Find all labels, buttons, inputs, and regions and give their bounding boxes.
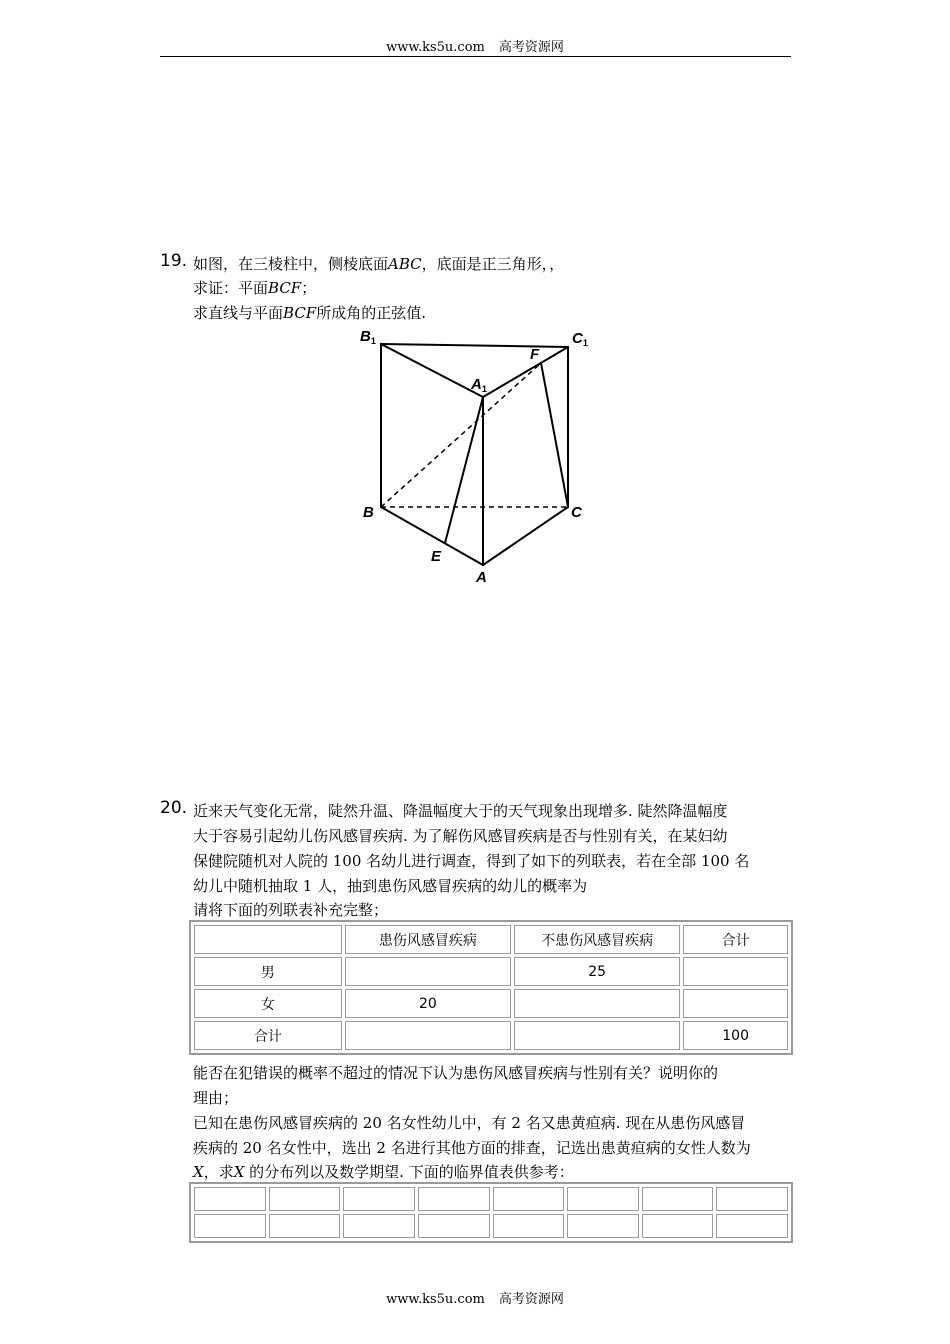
table-cell — [343, 1214, 415, 1238]
table-cell — [418, 1187, 490, 1211]
table-cell — [716, 1187, 788, 1211]
table-cell — [514, 1021, 680, 1050]
table-cell — [345, 957, 511, 986]
footer-brand: 高考资源网 — [498, 1292, 564, 1307]
q20-line: 大于容易引起幼儿伤风感冒疾病. 为了解伤风感冒疾病是否与性别有关，在某妇幼 — [193, 827, 728, 845]
table-cell — [269, 1214, 341, 1238]
table-cell: 合计 — [683, 925, 788, 954]
table-cell — [493, 1214, 565, 1238]
table-cell — [493, 1187, 565, 1211]
table-header-row — [194, 925, 788, 954]
q19-line1: 如图，在三棱柱中，侧棱底面ABC，底面是正三角形，， — [193, 255, 565, 273]
header-brand: 高考资源网 — [498, 40, 564, 55]
label-C1: $C_1$ — [572, 330, 588, 348]
table-row — [194, 1214, 788, 1238]
contingency-table — [189, 920, 793, 1055]
table-cell — [514, 989, 680, 1018]
q20-line: 能否在犯错误的概率不超过的情况下认为患伤风感冒疾病与性别有关？说明你的 — [193, 1064, 719, 1082]
label-C: C — [571, 504, 582, 521]
q19-line2: 求证：平面BCF； — [193, 279, 317, 297]
q20-line: 请将下面的列联表补充完整； — [193, 901, 389, 919]
q20-line: 保健院随机对人院的 100 名幼儿进行调查，得到了如下的列联表，若在全部 100 名 — [193, 852, 750, 870]
q20-line: 近来天气变化无常，陡然升温、降温幅度大于的天气现象出现增多. 陡然降温幅度 — [193, 802, 728, 820]
table-cell — [642, 1187, 714, 1211]
table-cell — [418, 1214, 490, 1238]
prism-figure — [355, 325, 595, 587]
header-rule — [160, 56, 791, 57]
q20-line: 疾病的 20 名女性中，选出 2 名进行其他方面的排查，记选出患黄疸病的女性人数为 — [193, 1139, 751, 1157]
table-cell: 女 — [194, 989, 342, 1018]
table-cell: 不患伤风感冒疾病 — [514, 925, 680, 954]
table-row — [194, 1021, 788, 1050]
table-cell — [567, 1214, 639, 1238]
table-cell: 男 — [194, 957, 342, 986]
q20-line: 已知在患伤风感冒疾病的 20 名女性幼儿中，有 2 名又患黄疸病. 现在从患伤风感冒 — [193, 1114, 746, 1132]
table-cell — [194, 925, 342, 954]
label-F: F — [530, 346, 540, 363]
table-cell — [683, 989, 788, 1018]
table-cell — [642, 1214, 714, 1238]
table-cell — [716, 1214, 788, 1238]
label-E: E — [431, 548, 442, 565]
table-cell: 患伤风感冒疾病 — [345, 925, 511, 954]
table-cell: 100 — [683, 1021, 788, 1050]
table-row — [194, 957, 788, 986]
q20-line: 幼儿中随机抽取 1 人，抽到患伤风感冒疾病的幼儿的概率为 — [193, 877, 588, 895]
q19-line3: 求直线与平面BCF所成角的正弦值. — [193, 304, 426, 322]
table-cell: 25 — [514, 957, 680, 986]
label-B: B — [363, 504, 374, 521]
label-A1: $A_1$ — [471, 376, 487, 394]
table-cell: 合计 — [194, 1021, 342, 1050]
table-cell — [194, 1187, 266, 1211]
table-cell — [194, 1214, 266, 1238]
table-cell — [345, 1021, 511, 1050]
table-row — [194, 989, 788, 1018]
table-cell — [683, 957, 788, 986]
label-B1: $B_1$ — [360, 328, 376, 346]
page-header — [0, 36, 950, 55]
q20-line: 理由； — [193, 1089, 239, 1107]
table-cell — [269, 1187, 341, 1211]
table-cell: 20 — [345, 989, 511, 1018]
table-row — [194, 1187, 788, 1211]
footer-site: www.ks5u.com — [386, 1292, 485, 1307]
q20-number: 20. — [160, 798, 188, 818]
header-site: www.ks5u.com — [386, 40, 485, 55]
label-A: A — [476, 569, 487, 586]
q20-last-line: X，求X 的分布列以及数学期望. 下面的临界值表供参考： — [193, 1163, 574, 1181]
table-cell — [567, 1187, 639, 1211]
q19-number: 19. — [160, 251, 188, 271]
table-cell — [343, 1187, 415, 1211]
critical-value-table — [189, 1182, 793, 1243]
page-footer — [0, 1288, 950, 1307]
